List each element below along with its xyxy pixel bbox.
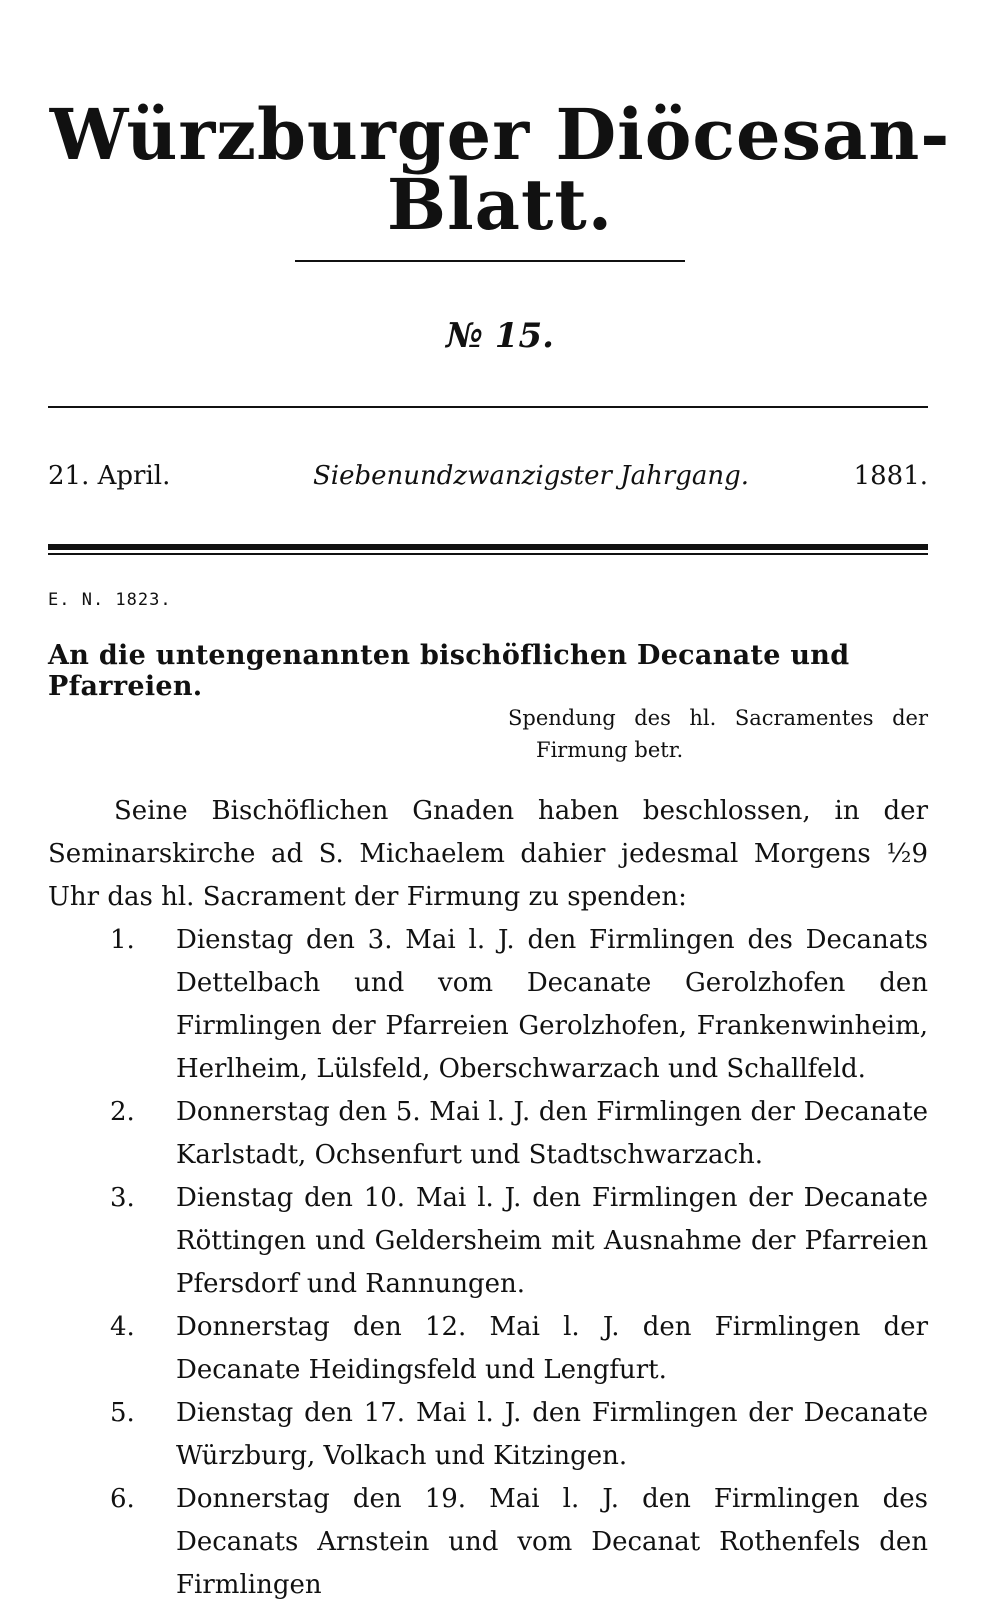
confirmation-schedule-list (48, 919, 928, 1607)
subject-line-1: Spendung des hl. Sacramentes der (508, 706, 928, 730)
reference-number: E. N. 1823. (48, 590, 172, 610)
list-item-number: 2. (110, 1097, 135, 1127)
thick-rule (48, 544, 928, 550)
masthead-title: Würzburger Diöcesan-Blatt. (49, 93, 951, 246)
list-item-text: Dienstag den 17. Mai l. J. den Firmlingen der Decanate Würzburg, Volkach und Kitzingen. (176, 1398, 928, 1471)
issue-date: 21. April. (48, 461, 171, 491)
list-item-number: 5. (110, 1398, 135, 1428)
top-rule (48, 406, 928, 408)
masthead-divider (295, 260, 685, 262)
issue-year: 1881. (853, 461, 928, 491)
list-item (48, 1177, 928, 1306)
list-item-number: 3. (110, 1183, 135, 1213)
list-item-number: 4. (110, 1312, 135, 1342)
list-item (48, 1306, 928, 1392)
list-item-number: 1. (110, 925, 135, 955)
list-item (48, 1392, 928, 1478)
list-item-text: Dienstag den 3. Mai l. J. den Firmlingen des Decanats Dettelbach und vom Decanate Gerolzhofen den Firmlingen der Pfarreien Gerolzhofen, Frankenwinheim, Herlheim, Lülsfeld, Oberschwarzach und Schallfeld. (176, 925, 928, 1084)
list-item (48, 1478, 928, 1607)
issue-number: № 15. (446, 316, 554, 356)
article-heading: An die untengenannten bischöflichen Decanate und Pfarreien. (48, 640, 850, 702)
intro-paragraph: Seine Bischöflichen Gnaden haben beschlossen, in der Seminarskirche ad S. Michaelem dahier jedesmal Morgens ½9 Uhr das hl. Sacrament der Firmung zu spenden: (48, 796, 928, 912)
list-item (48, 1091, 928, 1177)
list-item-text: Donnerstag den 12. Mai l. J. den Firmlingen der Decanate Heidingsfeld und Lengfurt. (176, 1312, 928, 1385)
subject-note (508, 702, 928, 766)
article-body (48, 790, 928, 1607)
list-item-number: 6. (110, 1484, 135, 1514)
list-item-text: Donnerstag den 5. Mai l. J. den Firmlingen der Decanate Karlstadt, Ochsenfurt und Stadtschwarzach. (176, 1097, 928, 1170)
list-item-text: Dienstag den 10. Mai l. J. den Firmlingen der Decanate Röttingen und Geldersheim mit Ausnahme der Pfarreien Pfersdorf und Rannungen. (176, 1183, 928, 1299)
volume-label: Siebenundzwanzigster Jahrgang. (313, 461, 750, 491)
list-item-text: Donnerstag den 19. Mai l. J. den Firmlingen des Decanats Arnstein und vom Decanat Rothenfels den Firmlingen (176, 1484, 928, 1600)
thin-rule (48, 553, 928, 555)
subject-line-2: Firmung betr. (536, 738, 684, 762)
dateline (48, 461, 928, 497)
list-item (48, 919, 928, 1091)
